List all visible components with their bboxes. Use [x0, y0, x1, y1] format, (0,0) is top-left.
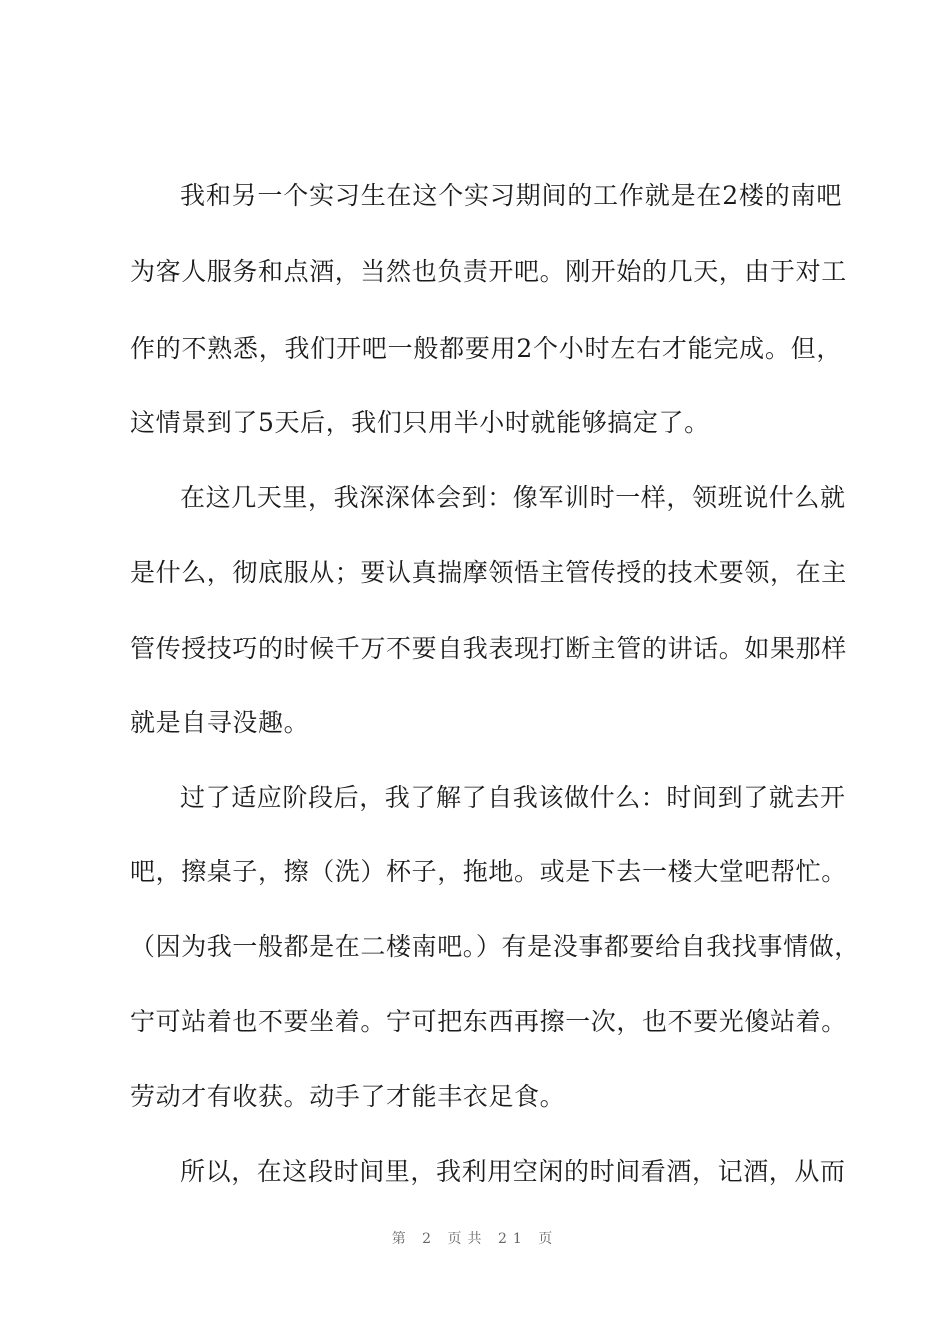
paragraph-line: 就是自寻没趣。 — [130, 708, 310, 737]
paragraph-line: 宁可站着也不要坐着。宁可把东西再擦一次，也不要光傻站着。 — [130, 1007, 847, 1036]
paragraph-line: 是什么，彻底服从；要认真揣摩领悟主管传授的技术要领，在主 — [130, 558, 847, 587]
paragraph-line: 所以，在这段时间里，我利用空闲的时间看酒，记酒，从而 — [180, 1157, 846, 1186]
paragraph-line: （因为我一般都是在二楼南吧。）有是没事都要给自我找事情做， — [130, 932, 860, 961]
paragraph-line: 作的不熟悉，我们开吧一般都要用2个小时左右才能完成。但， — [130, 334, 842, 363]
paragraph-line: 劳动才有收获。动手了才能丰衣足食。 — [130, 1082, 566, 1111]
page-number-footer: 第 2 页共 21 页 — [391, 1231, 559, 1247]
paragraph-line: 过了适应阶段后，我了解了自我该做什么：时间到了就去开 — [180, 783, 846, 812]
paragraph-line: 管传授技巧的时候千万不要自我表现打断主管的讲话。如果那样 — [130, 634, 847, 663]
paragraph-line: 在这几天里，我深深体会到：像军训时一样，领班说什么就 — [180, 483, 846, 512]
paragraph-line: 为客人服务和点酒，当然也负责开吧。刚开始的几天，由于对工 — [130, 257, 847, 286]
paragraph-line: 这情景到了5天后，我们只用半小时就能够搞定了。 — [130, 408, 710, 437]
paragraph-line: 我和另一个实习生在这个实习期间的工作就是在2楼的南吧 — [180, 181, 842, 210]
paragraph-line: 吧，擦桌子，擦（洗）杯子，拖地。或是下去一楼大堂吧帮忙。 — [130, 857, 847, 886]
